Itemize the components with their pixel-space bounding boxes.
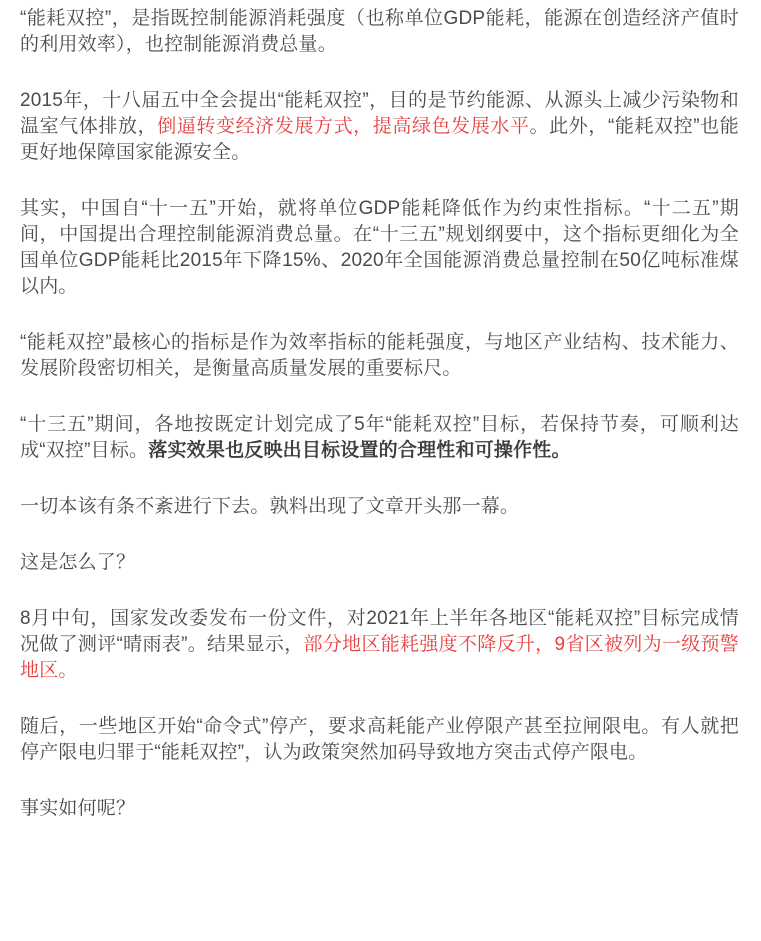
paragraph bbox=[20, 714, 739, 766]
text-segment: “十三五”期间，各地按既定计划完成了5年“能耗双控”目标，若保持节奏，可顺利达成“双控”目标。 bbox=[20, 414, 739, 461]
paragraph bbox=[20, 88, 739, 166]
text-segment: 这是怎么了？ bbox=[20, 552, 136, 573]
highlighted-red-text: 部分地区能耗强度不降反升，9省区被列为一级预警地区。 bbox=[20, 634, 739, 681]
text-segment: 事实如何呢？ bbox=[20, 798, 136, 819]
text-segment: 随后，一些地区开始“命令式”停产，要求高耗能产业停限产甚至拉闸限电。有人就把停产限电归罪于“能耗双控”，认为政策突然加码导致地方突击式停产限电。 bbox=[20, 716, 739, 763]
highlighted-red-text: 倒逼转变经济发展方式，提高绿色发展水平 bbox=[157, 116, 530, 137]
paragraph bbox=[20, 796, 739, 822]
paragraph bbox=[20, 412, 739, 464]
paragraph bbox=[20, 550, 739, 576]
paragraph bbox=[20, 494, 739, 520]
text-segment: 。此外，“能耗双控”也能更好地保障国家能源安全。 bbox=[20, 116, 739, 163]
text-segment: “能耗双控”最核心的指标是作为效率指标的能耗强度，与地区产业结构、技术能力、发展阶段密切相关，是衡量高质量发展的重要标尺。 bbox=[20, 332, 739, 379]
text-segment: 一切本该有条不紊进行下去。孰料出现了文章开头那一幕。 bbox=[20, 496, 520, 517]
paragraph bbox=[20, 6, 739, 58]
bold-emphasis-text: 落实效果也反映出目标设置的合理性和可操作性。 bbox=[148, 440, 571, 461]
text-segment: 8月中旬，国家发改委发布一份文件，对2021年上半年各地区“能耗双控”目标完成情况做了测评“晴雨表”。结果显示， bbox=[20, 608, 739, 655]
text-segment: 其实，中国自“十一五”开始，就将单位GDP能耗降低作为约束性指标。“十二五”期间，中国提出合理控制能源消费总量。在“十三五”规划纲要中，这个指标更细化为全国单位GDP能耗比2015年下降15%、2020年全国能源消费总量控制在50亿吨标准煤以内。 bbox=[20, 198, 739, 297]
paragraph bbox=[20, 606, 739, 684]
paragraph bbox=[20, 330, 739, 382]
paragraph bbox=[20, 196, 739, 300]
text-segment: 2015年，十八届五中全会提出“能耗双控”，目的是节约能源、从源头上减少污染物和温室气体排放， bbox=[20, 90, 739, 137]
text-segment: “能耗双控”，是指既控制能源消耗强度（也称单位GDP能耗，能源在创造经济产值时的利用效率），也控制能源消费总量。 bbox=[20, 8, 739, 55]
